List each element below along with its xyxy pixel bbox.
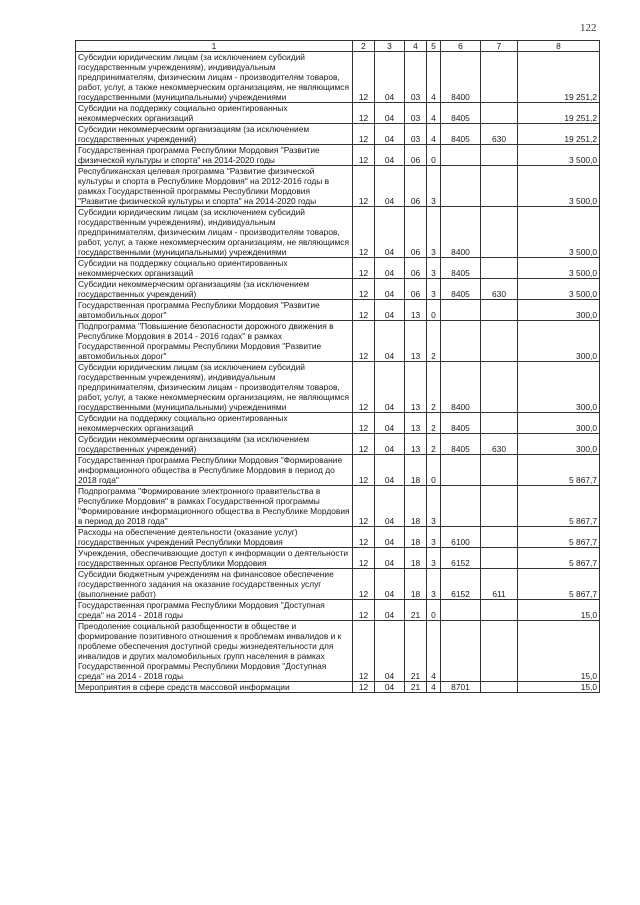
header-col-6: 6	[441, 41, 481, 52]
row-col-3: 04	[375, 548, 405, 569]
row-col-3: 04	[375, 321, 405, 362]
row-col-2: 12	[353, 103, 375, 124]
row-amount: 300,0	[518, 362, 600, 413]
row-name: Государственная программа Республики Мордовия "Развитие автомобильных дорог"	[76, 300, 353, 321]
row-col-4: 21	[405, 621, 427, 682]
row-col-7	[481, 600, 518, 621]
row-col-2: 12	[353, 413, 375, 434]
row-name: Расходы на обеспечение деятельности (оказание услуг) государственных учреждений Республики Мордовия	[76, 527, 353, 548]
row-col-5: 3	[427, 166, 441, 207]
row-col-5: 3	[427, 279, 441, 300]
row-col-6	[441, 300, 481, 321]
row-col-2: 12	[353, 486, 375, 527]
row-col-5: 3	[427, 258, 441, 279]
row-col-2: 12	[353, 145, 375, 166]
row-col-2: 12	[353, 207, 375, 258]
row-amount: 15,0	[518, 600, 600, 621]
row-col-7	[481, 52, 518, 103]
row-col-7: 630	[481, 279, 518, 300]
row-amount: 300,0	[518, 434, 600, 455]
row-col-3: 04	[375, 258, 405, 279]
row-col-2: 12	[353, 279, 375, 300]
header-col-7: 7	[481, 41, 518, 52]
row-col-6: 8400	[441, 52, 481, 103]
table-row	[76, 548, 600, 569]
row-col-3: 04	[375, 166, 405, 207]
row-name: Субсидии юридическим лицам (за исключением субсидий государственным учреждениям), индивидуальным предпринимателям, физическим лицам - производителям товаров, работ, услуг, а также некоммерческим организациям, не являющимся государственными (муниципальными) учреждениями	[76, 207, 353, 258]
row-name: Государственная программа Республики Мордовия "Развитие физической культуры и спорта" на 2014-2020 годы	[76, 145, 353, 166]
row-col-4: 06	[405, 145, 427, 166]
row-col-2: 12	[353, 362, 375, 413]
row-col-7	[481, 527, 518, 548]
row-name: Подпрограмма "Повышение безопасности дорожного движения в Республике Мордовия в 2014 - 2016 годах" в рамках Государственной программы Республики Мордовия "Развитие автомобильных дорог"	[76, 321, 353, 362]
row-col-4: 18	[405, 548, 427, 569]
row-col-5: 0	[427, 455, 441, 486]
header-col-5: 5	[427, 41, 441, 52]
row-col-6	[441, 455, 481, 486]
row-col-7: 611	[481, 569, 518, 600]
row-col-6: 8405	[441, 124, 481, 145]
budget-table	[75, 40, 600, 693]
row-col-2: 12	[353, 682, 375, 693]
row-name: Мероприятия в сфере средств массовой информации	[76, 682, 353, 693]
row-col-6	[441, 321, 481, 362]
row-col-7	[481, 486, 518, 527]
row-name: Подпрограмма "Формирование электронного правительства в Республике Мордовия" в рамках Государственной программы "Формирование информационного общества в Республике Мордовия в период до 2018 года"	[76, 486, 353, 527]
row-col-7	[481, 682, 518, 693]
row-col-4: 13	[405, 300, 427, 321]
row-amount: 15,0	[518, 621, 600, 682]
row-col-6	[441, 166, 481, 207]
row-col-4: 18	[405, 486, 427, 527]
row-col-5: 4	[427, 124, 441, 145]
row-col-5: 2	[427, 434, 441, 455]
header-row	[76, 41, 600, 52]
row-col-3: 04	[375, 124, 405, 145]
row-col-6: 6100	[441, 527, 481, 548]
row-name: Субсидии на поддержку социально ориентированных некоммерческих организаций	[76, 258, 353, 279]
row-col-2: 12	[353, 434, 375, 455]
row-col-7	[481, 621, 518, 682]
row-col-4: 06	[405, 279, 427, 300]
row-amount: 19 251,2	[518, 52, 600, 103]
row-name: Субсидии юридическим лицам (за исключением субсидий государственным учреждениям), индивидуальным предпринимателям, физическим лицам - производителям товаров, работ, услуг, а также некоммерческим организациям, не являющимся государственными (муниципальными) учреждениями	[76, 52, 353, 103]
row-name: Субсидии некоммерческим организациям (за исключением государственных учреждений)	[76, 124, 353, 145]
row-col-6: 8400	[441, 207, 481, 258]
row-col-6: 8701	[441, 682, 481, 693]
row-col-5: 3	[427, 207, 441, 258]
row-col-3: 04	[375, 621, 405, 682]
row-amount: 3 500,0	[518, 145, 600, 166]
row-col-6	[441, 621, 481, 682]
row-col-2: 12	[353, 258, 375, 279]
row-name: Государственная программа Республики Мордовия "Формирование информационного общества в Республике Мордовия в период до 2018 года"	[76, 455, 353, 486]
table-row	[76, 455, 600, 486]
row-col-6	[441, 486, 481, 527]
row-col-3: 04	[375, 682, 405, 693]
row-name: Субсидии некоммерческим организациям (за исключением государственных учреждений)	[76, 279, 353, 300]
table-row	[76, 207, 600, 258]
row-col-5: 2	[427, 413, 441, 434]
row-col-4: 21	[405, 682, 427, 693]
row-col-4: 06	[405, 166, 427, 207]
row-col-7	[481, 413, 518, 434]
row-col-6	[441, 145, 481, 166]
table-row	[76, 527, 600, 548]
table-row	[76, 124, 600, 145]
row-col-3: 04	[375, 413, 405, 434]
row-col-3: 04	[375, 455, 405, 486]
row-col-5: 2	[427, 362, 441, 413]
table-row	[76, 600, 600, 621]
row-name: Субсидии на поддержку социально ориентированных некоммерческих организаций	[76, 413, 353, 434]
row-col-5: 3	[427, 486, 441, 527]
row-col-4: 21	[405, 600, 427, 621]
row-col-3: 04	[375, 600, 405, 621]
row-col-6: 6152	[441, 569, 481, 600]
table-row	[76, 682, 600, 693]
row-col-5: 0	[427, 600, 441, 621]
row-amount: 5 867,7	[518, 548, 600, 569]
row-amount: 300,0	[518, 300, 600, 321]
table-row	[76, 321, 600, 362]
row-name: Учреждения, обеспечивающие доступ к информации о деятельности государственных органов Республики Мордовия	[76, 548, 353, 569]
row-col-7	[481, 300, 518, 321]
row-col-7	[481, 548, 518, 569]
table-row	[76, 486, 600, 527]
page-number: 122	[580, 22, 597, 34]
table-row	[76, 362, 600, 413]
row-col-6: 8400	[441, 362, 481, 413]
row-col-6: 8405	[441, 413, 481, 434]
row-name: Республиканская целевая программа "Развитие физической культуры и спорта в Республике Мордовия" на 2012-2016 годы в рамках Государственной программы Республики Мордовия "Развитие физической культуры и спорта" на 2014-2020 годы	[76, 166, 353, 207]
table-body	[76, 52, 600, 693]
row-col-4: 03	[405, 103, 427, 124]
row-col-2: 12	[353, 600, 375, 621]
row-col-5: 0	[427, 300, 441, 321]
row-col-4: 18	[405, 569, 427, 600]
row-col-4: 06	[405, 258, 427, 279]
row-amount: 5 867,7	[518, 569, 600, 600]
row-name: Государственная программа Республики Мордовия "Доступная среда" на 2014 - 2018 годы	[76, 600, 353, 621]
row-col-3: 04	[375, 207, 405, 258]
row-amount: 300,0	[518, 413, 600, 434]
row-col-6: 8405	[441, 279, 481, 300]
row-col-2: 12	[353, 166, 375, 207]
table-row	[76, 279, 600, 300]
row-col-5: 3	[427, 548, 441, 569]
row-col-7	[481, 321, 518, 362]
row-col-7	[481, 103, 518, 124]
row-col-2: 12	[353, 527, 375, 548]
row-col-7: 630	[481, 124, 518, 145]
row-col-3: 04	[375, 362, 405, 413]
row-col-3: 04	[375, 434, 405, 455]
row-col-5: 2	[427, 321, 441, 362]
row-col-4: 06	[405, 207, 427, 258]
header-col-4: 4	[405, 41, 427, 52]
row-col-7: 630	[481, 434, 518, 455]
row-amount: 3 500,0	[518, 279, 600, 300]
row-amount: 5 867,7	[518, 486, 600, 527]
table-row	[76, 569, 600, 600]
row-col-5: 3	[427, 569, 441, 600]
row-col-3: 04	[375, 527, 405, 548]
row-col-6: 8405	[441, 434, 481, 455]
row-col-3: 04	[375, 569, 405, 600]
row-col-6: 8405	[441, 103, 481, 124]
row-col-6: 6152	[441, 548, 481, 569]
header-col-3: 3	[375, 41, 405, 52]
table-row	[76, 434, 600, 455]
row-col-3: 04	[375, 300, 405, 321]
row-col-2: 12	[353, 124, 375, 145]
row-amount: 5 867,7	[518, 527, 600, 548]
row-col-5: 4	[427, 621, 441, 682]
row-col-2: 12	[353, 569, 375, 600]
row-col-3: 04	[375, 52, 405, 103]
row-amount: 19 251,2	[518, 124, 600, 145]
row-col-4: 18	[405, 455, 427, 486]
table-row	[76, 258, 600, 279]
row-name: Субсидии юридическим лицам (за исключением субсидий государственным учреждениям), индивидуальным предпринимателям, физическим лицам - производителям товаров, работ, услуг, а также некоммерческим организациям, не являющимся государственными (муниципальными) учреждениями	[76, 362, 353, 413]
row-col-5: 0	[427, 145, 441, 166]
row-col-7	[481, 362, 518, 413]
row-name: Преодоление социальной разобщенности в обществе и формирование позитивного отношения к проблемам инвалидов и к проблеме обеспечения доступной среды жизнедеятельности для инвалидов и других маломобильных групп населения в рамках Государственной программы Республики Мордовия "Доступная среда" на 2014 - 2018 годы	[76, 621, 353, 682]
row-col-3: 04	[375, 103, 405, 124]
row-col-2: 12	[353, 300, 375, 321]
row-col-2: 12	[353, 52, 375, 103]
row-col-2: 12	[353, 548, 375, 569]
row-col-7	[481, 207, 518, 258]
row-col-5: 4	[427, 103, 441, 124]
row-amount: 3 500,0	[518, 207, 600, 258]
table-row	[76, 300, 600, 321]
table-row	[76, 621, 600, 682]
row-col-4: 13	[405, 413, 427, 434]
row-col-5: 3	[427, 527, 441, 548]
table-row	[76, 145, 600, 166]
row-amount: 3 500,0	[518, 258, 600, 279]
row-amount: 3 500,0	[518, 166, 600, 207]
row-col-6: 8405	[441, 258, 481, 279]
table-row	[76, 103, 600, 124]
row-name: Субсидии бюджетным учреждениям на финансовое обеспечение государственного задания на оказание государственных услуг (выполнение работ)	[76, 569, 353, 600]
row-col-7	[481, 258, 518, 279]
header-col-1: 1	[76, 41, 353, 52]
row-col-7	[481, 166, 518, 207]
row-col-3: 04	[375, 486, 405, 527]
row-name: Субсидии на поддержку социально ориентированных некоммерческих организаций	[76, 103, 353, 124]
row-col-4: 13	[405, 362, 427, 413]
row-amount: 5 867,7	[518, 455, 600, 486]
row-col-4: 03	[405, 124, 427, 145]
table-row	[76, 166, 600, 207]
row-col-3: 04	[375, 145, 405, 166]
row-col-2: 12	[353, 321, 375, 362]
row-col-5: 4	[427, 682, 441, 693]
row-col-7	[481, 455, 518, 486]
row-col-7	[481, 145, 518, 166]
row-col-4: 13	[405, 321, 427, 362]
row-col-5: 4	[427, 52, 441, 103]
header-col-8: 8	[518, 41, 600, 52]
row-col-4: 18	[405, 527, 427, 548]
row-col-2: 12	[353, 621, 375, 682]
row-amount: 300,0	[518, 321, 600, 362]
row-amount: 15,0	[518, 682, 600, 693]
header-col-2: 2	[353, 41, 375, 52]
table-row	[76, 52, 600, 103]
table-row	[76, 413, 600, 434]
row-amount: 19 251,2	[518, 103, 600, 124]
row-col-4: 13	[405, 434, 427, 455]
row-col-6	[441, 600, 481, 621]
row-col-4: 03	[405, 52, 427, 103]
row-col-3: 04	[375, 279, 405, 300]
row-col-2: 12	[353, 455, 375, 486]
row-name: Субсидии некоммерческим организациям (за исключением государственных учреждений)	[76, 434, 353, 455]
